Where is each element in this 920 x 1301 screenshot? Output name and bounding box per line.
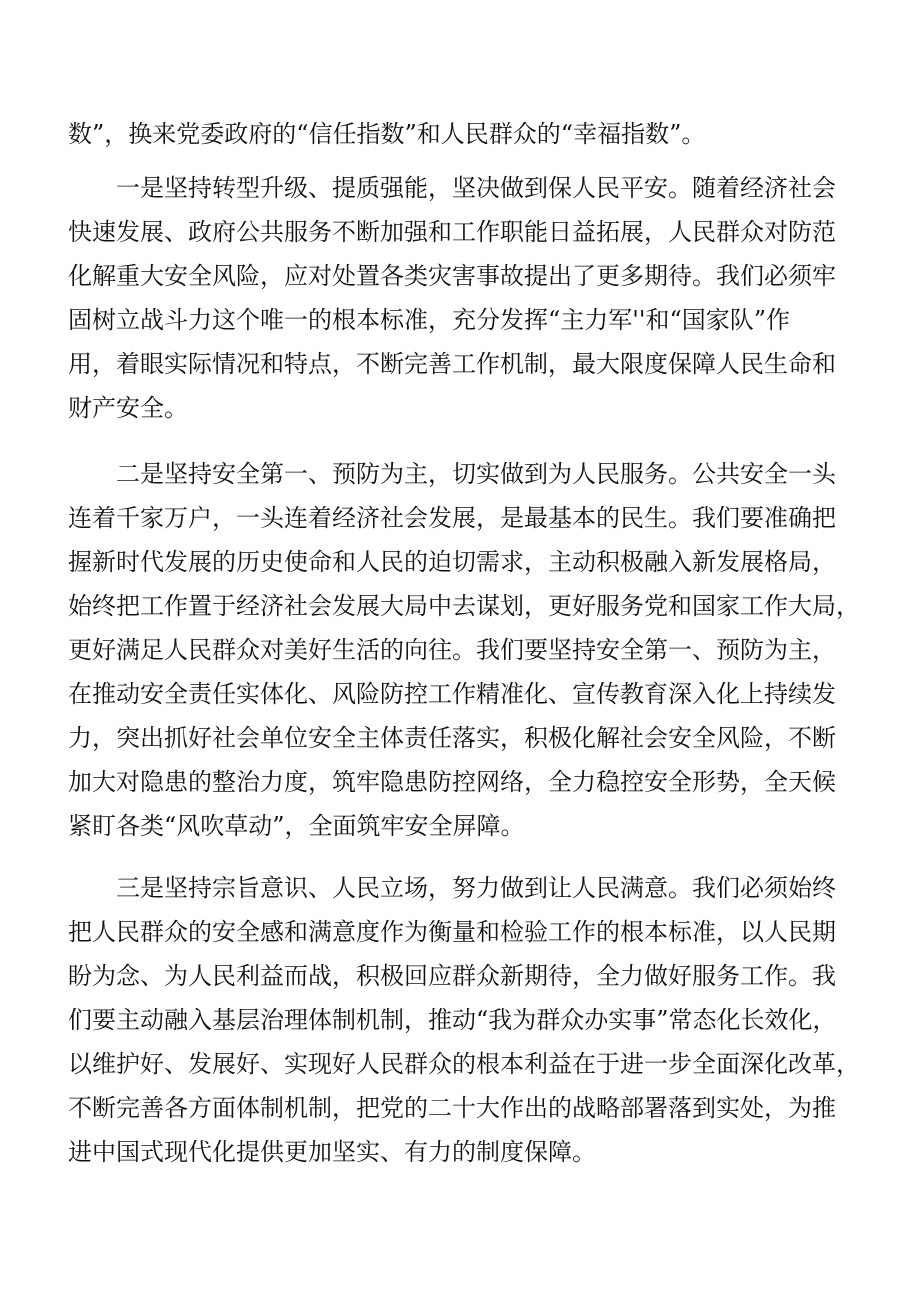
- text-line: 固树立战斗力这个唯一的根本标准，充分发挥“主力军''和“国家队”作: [68, 306, 791, 334]
- text-line: 二是坚持安全第一、预防为主，切实做到为人民服务。公共安全一头: [116, 460, 836, 488]
- text-line: 盼为念、为人民利益而战，积极回应群众新期待，全力做好服务工作。我: [68, 962, 836, 990]
- text-line: 始终把工作置于经济社会发展大局中去谋划，更好服务党和国家工作大局，: [68, 592, 860, 620]
- text-line: 数”，换来党委政府的“信任指数”和人民群众的“幸福指数”。: [68, 120, 706, 148]
- text-line: 连着千家万户，一头连着经济社会发展，是最基本的民生。我们要准确把: [68, 504, 836, 532]
- text-line: 财产安全。: [68, 394, 188, 422]
- text-line: 紧盯各类“风吹草动”，全面筑牢安全屏障。: [68, 812, 525, 840]
- text-line: 快速发展、政府公共服务不断加强和工作职能日益拓展，人民群众对防范: [68, 218, 836, 246]
- text-line: 把人民群众的安全感和满意度作为衡量和检验工作的根本标准，以人民期: [68, 918, 836, 946]
- text-line: 更好满足人民群众对美好生活的向往。我们要坚持安全第一、预防为主，: [68, 636, 836, 664]
- text-line: 不断完善各方面体制机制，把党的二十大作出的战略部署落到实处，为推: [68, 1094, 836, 1122]
- text-line: 力，突出抓好社会单位安全主体责任落实，积极化解社会安全风险，不断: [68, 724, 836, 752]
- text-line: 用，着眼实际情况和特点，不断完善工作机制，最大限度保障人民生命和: [68, 350, 836, 378]
- text-line: 一是坚持转型升级、提质强能，坚决做到保人民平安。随着经济社会: [116, 174, 836, 202]
- text-line: 们要主动融入基层治理体制机制，推动“我为群众办实事”常态化长效化，: [68, 1006, 837, 1034]
- text-line: 以维护好、发展好、实现好人民群众的根本利益在于进一步全面深化改革，: [68, 1050, 860, 1078]
- text-line: 在推动安全责任实体化、风险防控工作精准化、宣传教育深入化上持续发: [68, 680, 836, 708]
- text-line: 进中国式现代化提供更加坚实、有力的制度保障。: [68, 1138, 596, 1166]
- text-line: 三是坚持宗旨意识、人民立场，努力做到让人民满意。我们必须始终: [116, 874, 836, 902]
- text-line: 握新时代发展的历史使命和人民的迫切需求，主动积极融入新发展格局，: [68, 548, 836, 576]
- text-line: 化解重大安全风险，应对处置各类灾害事故提出了更多期待。我们必须牢: [68, 262, 836, 290]
- text-line: 加大对隐患的整治力度，筑牢隐患防控网络，全力稳控安全形势，全天候: [68, 768, 836, 796]
